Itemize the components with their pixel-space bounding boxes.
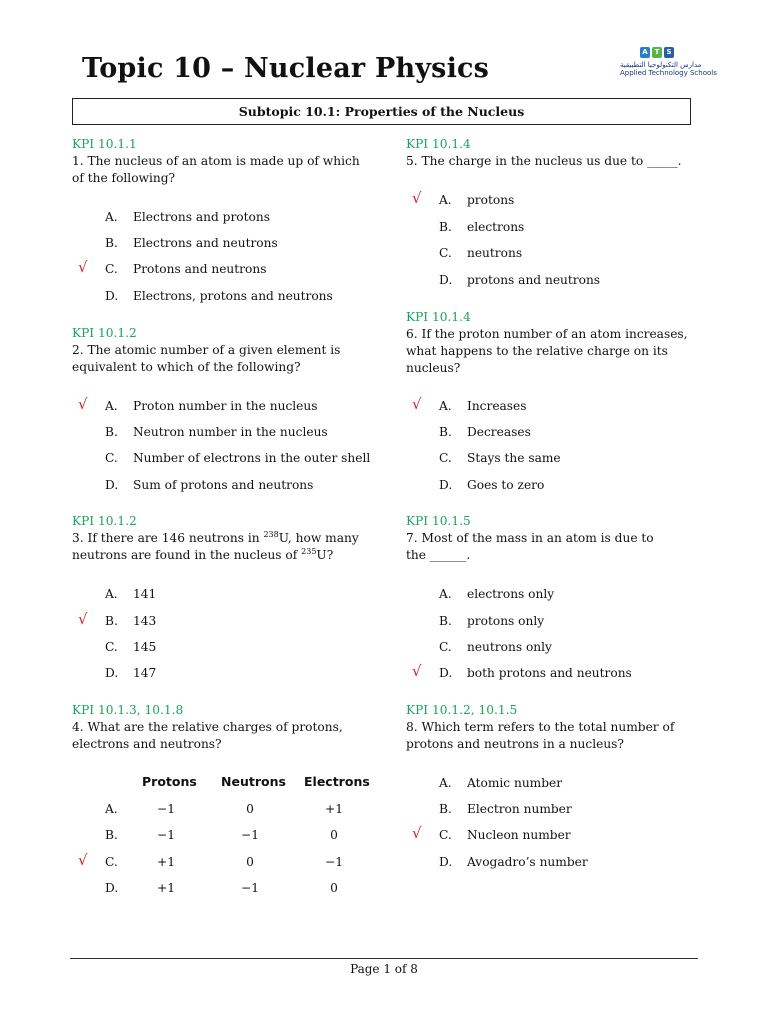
option-letter: C. (105, 451, 118, 465)
question-8 (406, 702, 706, 869)
option-letter: C. (439, 451, 452, 465)
option-text: Electron number (467, 802, 572, 816)
question-text: 8. Which term refers to the total number of protons and neutrons in a nucleus? (406, 720, 675, 751)
proton-charge: −1 (157, 802, 175, 816)
option-a[interactable] (406, 191, 706, 209)
check-mark-icon: √ (78, 851, 88, 869)
isotope-superscript: 238 (263, 530, 279, 539)
option-text: Number of electrons in the outer shell (133, 451, 371, 465)
option-c[interactable] (406, 244, 706, 262)
option-letter: B. (105, 236, 118, 250)
option-letter: A. (105, 587, 118, 601)
check-mark-icon: √ (412, 395, 422, 413)
option-d[interactable] (406, 476, 706, 494)
option-b[interactable] (406, 800, 706, 818)
table-header-protons: Protons (142, 774, 197, 789)
proton-charge: +1 (157, 881, 175, 895)
option-letter: D. (105, 289, 119, 303)
subtopic-heading: Subtopic 10.1: Properties of the Nucleus (72, 98, 691, 125)
option-text: Protons and neutrons (133, 262, 267, 276)
question-6 (406, 309, 706, 492)
option-text: protons (467, 193, 515, 207)
option-text: neutrons only (467, 640, 552, 654)
option-d[interactable] (72, 287, 372, 305)
option-letter: B. (439, 425, 452, 439)
kpi-label: KPI 10.1.2 (72, 514, 137, 528)
option-text: electrons only (467, 587, 555, 601)
option-letter: C. (439, 246, 452, 260)
option-text: Electrons, protons and neutrons (133, 289, 333, 303)
option-letter: A. (439, 587, 452, 601)
option-letter: A. (439, 193, 452, 207)
option-d[interactable] (72, 664, 372, 682)
option-a[interactable] (72, 585, 372, 603)
option-d[interactable] (406, 853, 706, 871)
logo-arabic-text: مدارس التكنولوجيا التطبيقية (620, 61, 702, 69)
question-2 (72, 325, 372, 492)
option-text: 145 (133, 640, 157, 654)
option-c[interactable] (72, 638, 372, 656)
footer-divider (70, 958, 698, 959)
check-mark-icon: √ (412, 189, 422, 207)
option-letter: A. (439, 399, 452, 413)
option-b[interactable] (72, 612, 372, 630)
table-header-neutrons: Neutrons (221, 774, 286, 789)
electron-charge: −1 (325, 855, 343, 869)
option-letter: D. (105, 881, 119, 895)
electron-charge: 0 (330, 828, 338, 842)
option-letter: D. (105, 666, 119, 680)
question-4 (72, 702, 372, 895)
option-letter: D. (439, 855, 453, 869)
table-header-electrons: Electrons (304, 774, 370, 789)
option-text: neutrons (467, 246, 523, 260)
check-mark-icon: √ (412, 662, 422, 680)
option-letter: A. (439, 776, 452, 790)
option-d[interactable] (406, 664, 706, 682)
check-mark-icon: √ (412, 824, 422, 842)
option-letter: B. (105, 614, 118, 628)
question-text-part: 3. If there are 146 neutrons in (72, 531, 264, 545)
option-d[interactable] (406, 271, 706, 289)
question-text (72, 530, 362, 564)
option-a[interactable] (406, 397, 706, 415)
kpi-label: KPI 10.1.1 (72, 137, 137, 151)
option-letter: D. (439, 666, 453, 680)
option-a[interactable] (406, 774, 706, 792)
logo-block-s: S (664, 47, 674, 58)
option-b[interactable] (72, 423, 372, 441)
question-1 (72, 136, 372, 303)
option-b[interactable] (72, 826, 372, 844)
option-b[interactable] (72, 234, 372, 252)
option-text: Sum of protons and neutrons (133, 478, 314, 492)
question-text-part: U? (316, 548, 334, 562)
option-letter: C. (105, 640, 118, 654)
question-5 (406, 136, 706, 287)
option-letter: B. (439, 614, 452, 628)
proton-charge: −1 (157, 828, 175, 842)
proton-charge: +1 (157, 855, 175, 869)
option-d[interactable] (72, 476, 372, 494)
option-text: protons and neutrons (467, 273, 601, 287)
neutron-charge: −1 (241, 881, 259, 895)
question-text: 2. The atomic number of a given element is equivalent to which of the following? (72, 343, 341, 374)
option-text: Avogadro’s number (467, 855, 588, 869)
check-mark-icon: √ (78, 395, 88, 413)
option-text: protons only (467, 614, 545, 628)
option-text: Decreases (467, 425, 531, 439)
option-text: Goes to zero (467, 478, 545, 492)
kpi-label: KPI 10.1.2 (72, 326, 137, 340)
option-text: Neutron number in the nucleus (133, 425, 328, 439)
school-logo (620, 47, 717, 87)
option-text: both protons and neutrons (467, 666, 632, 680)
option-b[interactable] (406, 218, 706, 236)
option-letter: B. (105, 425, 118, 439)
question-text: 4. What are the relative charges of protons, electrons and neutrons? (72, 720, 343, 751)
question-text: 5. The charge in the nucleus us due to _____. (406, 154, 682, 168)
option-a[interactable] (72, 800, 372, 818)
neutron-charge: 0 (246, 802, 254, 816)
option-text: Proton number in the nucleus (133, 399, 318, 413)
option-letter: D. (105, 478, 119, 492)
option-letter: A. (105, 399, 118, 413)
option-c[interactable] (406, 638, 706, 656)
neutron-charge: −1 (241, 828, 259, 842)
option-letter: B. (105, 828, 118, 842)
logo-blocks (640, 47, 700, 58)
option-text: 141 (133, 587, 157, 601)
logo-english-text: Applied Technology Schools (620, 69, 717, 77)
logo-block-t: T (652, 47, 662, 58)
option-c[interactable] (72, 853, 372, 871)
option-c[interactable] (406, 449, 706, 467)
kpi-label: KPI 10.1.3, 10.1.8 (72, 703, 184, 717)
option-text: Increases (467, 399, 527, 413)
page-title: Topic 10 – Nuclear Physics (82, 53, 490, 84)
option-letter: B. (439, 802, 452, 816)
neutron-charge: 0 (246, 855, 254, 869)
question-7 (406, 513, 706, 680)
question-text: 1. The nucleus of an atom is made up of which of the following? (72, 154, 360, 185)
option-letter: A. (105, 802, 118, 816)
kpi-label: KPI 10.1.4 (406, 137, 471, 151)
option-letter: A. (105, 210, 118, 224)
option-letter: C. (439, 828, 452, 842)
option-text: Electrons and protons (133, 210, 270, 224)
question-3 (72, 513, 372, 680)
option-letter: D. (439, 273, 453, 287)
option-letter: B. (439, 220, 452, 234)
option-letter: C. (105, 262, 118, 276)
isotope-superscript: 235 (301, 547, 317, 556)
option-text: Nucleon number (467, 828, 571, 842)
question-text: 6. If the proton number of an atom increases, what happens to the relative charge on its nucleus? (406, 327, 688, 375)
option-d[interactable] (72, 879, 372, 897)
option-text: Stays the same (467, 451, 561, 465)
option-text: Electrons and neutrons (133, 236, 278, 250)
kpi-label: KPI 10.1.5 (406, 514, 471, 528)
check-mark-icon: √ (78, 610, 88, 628)
option-c[interactable] (72, 449, 372, 467)
option-b[interactable] (406, 612, 706, 630)
option-c[interactable] (406, 826, 706, 844)
option-letter: C. (105, 855, 118, 869)
electron-charge: +1 (325, 802, 343, 816)
option-letter: D. (439, 478, 453, 492)
option-text: 147 (133, 666, 157, 680)
option-text: electrons (467, 220, 525, 234)
option-b[interactable] (406, 423, 706, 441)
logo-block-a: A (640, 47, 650, 58)
check-mark-icon: √ (78, 258, 88, 276)
kpi-label: KPI 10.1.2, 10.1.5 (406, 703, 518, 717)
option-a[interactable] (406, 585, 706, 603)
option-a[interactable] (72, 208, 372, 226)
question-text: 7. Most of the mass in an atom is due to the ______. (406, 531, 654, 562)
option-letter: C. (439, 640, 452, 654)
electron-charge: 0 (330, 881, 338, 895)
kpi-label: KPI 10.1.4 (406, 310, 471, 324)
option-text: 143 (133, 614, 157, 628)
option-c[interactable] (72, 260, 372, 278)
question-text-part: U, how many neutrons are found in the nucleus of (72, 531, 359, 562)
option-text: Atomic number (467, 776, 563, 790)
option-a[interactable] (72, 397, 372, 415)
page-number: Page 1 of 8 (350, 962, 418, 976)
